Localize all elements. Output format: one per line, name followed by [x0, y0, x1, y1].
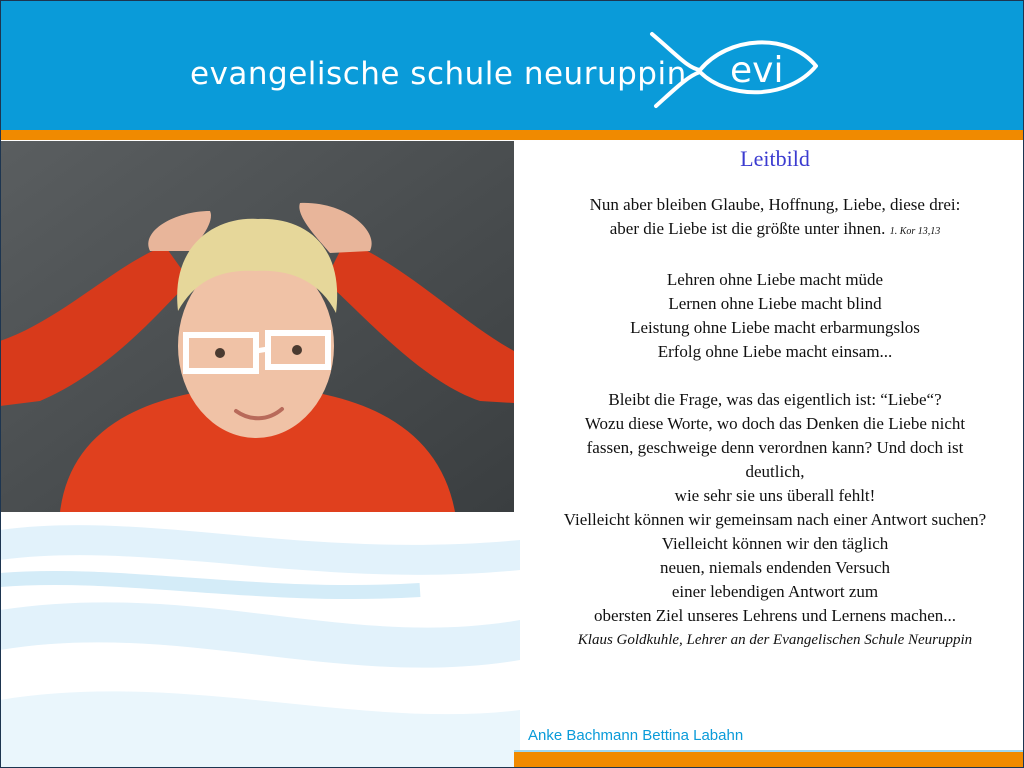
orange-divider — [0, 130, 1024, 140]
logo-letters: evi — [730, 50, 784, 91]
author-signature: Klaus Goldkuhle, Lehrer an der Evangelischen Schule Neuruppin — [577, 632, 973, 648]
stanza-line: Vielleicht können wir gemeinsam nach einer Antwort suchen? — [563, 510, 987, 529]
verse-reference: 1. Kor 13,13 — [889, 226, 941, 237]
header-banner — [0, 0, 1024, 130]
child-photo — [0, 141, 514, 512]
stanza-line: Leistung ohne Liebe macht erbarmungslos — [630, 318, 920, 337]
stanza-line: obersten Ziel unseres Lehrens und Lernens machen... — [593, 606, 957, 625]
stanza-line: neuen, niemals endenden Versuch — [659, 558, 891, 577]
leitbild-text — [522, 144, 1024, 652]
school-name: evangelische schule neuruppin — [190, 56, 687, 92]
stanza-line: wie sehr sie uns überall fehlt! — [674, 486, 876, 505]
fish-logo-icon — [648, 26, 824, 110]
footer-orange-bar — [514, 752, 1024, 768]
stanza-line: deutlich, — [745, 462, 805, 481]
stanza-line: Wozu diese Worte, wo doch das Denken die Liebe nicht — [584, 414, 966, 433]
footer-authors: Anke Bachmann Bettina Labahn — [528, 727, 744, 744]
verse-line — [522, 217, 1024, 244]
stanza-line: Vielleicht können wir den täglich — [661, 534, 889, 553]
stanza-line: Bleibt die Frage, was das eigentlich ist: “Liebe“? — [608, 390, 942, 409]
stanza-line: einer lebendigen Antwort zum — [671, 582, 879, 601]
page-title: Leitbild — [740, 146, 810, 171]
stanza-line: Lernen ohne Liebe macht blind — [668, 294, 882, 313]
stanza-line: Lehren ohne Liebe macht müde — [666, 270, 884, 289]
verse-text: aber die Liebe ist die größte unter ihnen. — [609, 219, 886, 238]
verse-line: Nun aber bleiben Glaube, Hoffnung, Liebe, diese drei: — [589, 195, 961, 214]
stanza-line: Erfolg ohne Liebe macht einsam... — [657, 342, 893, 361]
stanza-line: fassen, geschweige denn verordnen kann? Und doch ist — [586, 438, 964, 457]
